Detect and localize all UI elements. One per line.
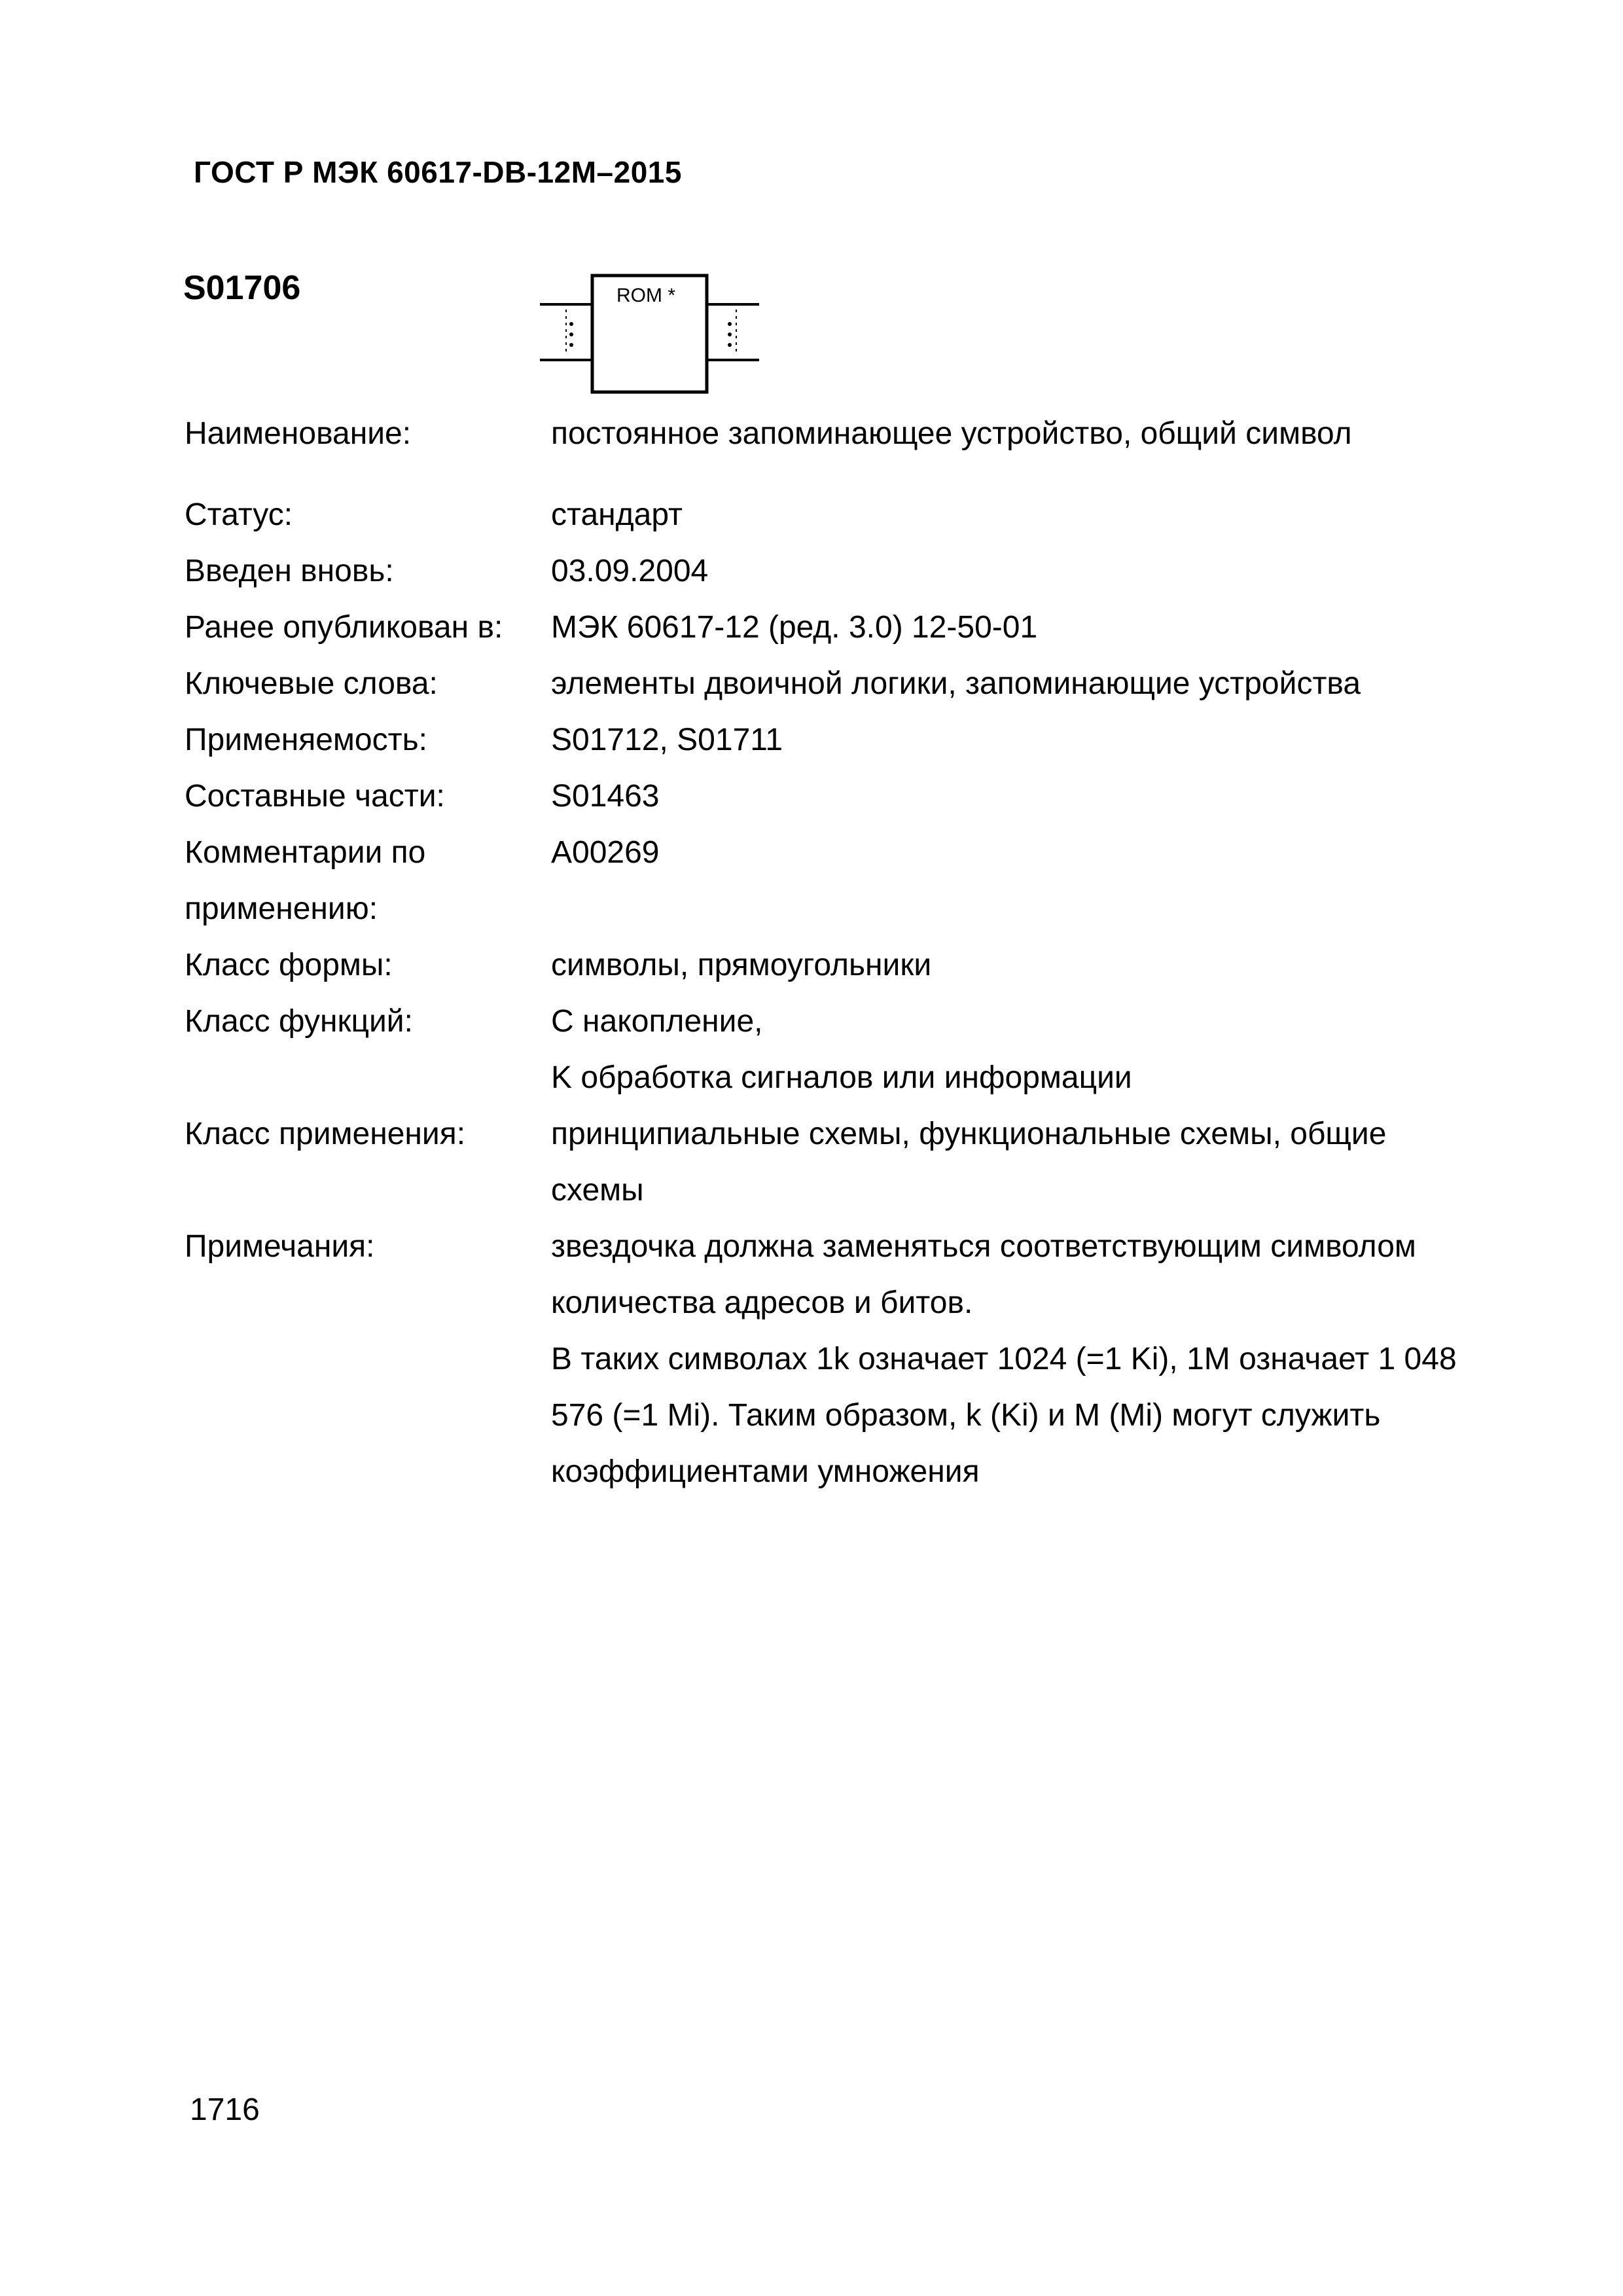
property-value [551,656,1493,712]
property-value-line: МЭК 60617-12 (ред. 3.0) 12-50-01 [551,610,1038,645]
property-label: Класс формы: [185,948,393,982]
property-row-name [185,406,1493,462]
document-header: ГОСТ Р МЭК 60617-DB-12M–2015 [194,155,682,189]
property-label: Примечания: [185,1229,375,1264]
property-label: Статус: [185,497,293,532]
rom-symbol-figure [540,272,759,396]
property-label: Ключевые слова: [185,666,438,701]
property-label: Ранее опубликован в: [185,610,503,645]
property-value-line: A00269 [551,835,660,870]
property-value [551,543,1493,600]
property-row-introduced [185,543,1493,600]
property-value [551,600,1493,656]
property-row-published [185,600,1493,656]
property-row-applicability [185,712,1493,768]
property-label: Наименование: [185,416,412,451]
property-value-line: символы, прямоугольники [551,948,932,982]
property-value [551,937,1493,994]
property-row-function-class [185,994,1493,1106]
property-value [551,1219,1487,1500]
property-value [551,768,1493,825]
property-label: Класс функций: [185,1004,413,1039]
property-row-application-class [185,1106,1493,1219]
property-value-line: стандарт [551,497,683,532]
property-value [551,712,1493,768]
property-label: Составные части: [185,779,445,814]
property-value [551,1106,1435,1219]
property-value-line: 03.09.2004 [551,554,709,588]
property-row-shape-class [185,937,1493,994]
property-row-comments [185,825,1493,937]
properties-table [185,406,1493,1500]
property-value-line: звездочка должна заменяться соответствующим символом количества адресов и битов. [551,1229,1416,1320]
property-label: Класс применения: [185,1117,466,1151]
property-row-keywords [185,656,1493,712]
property-value-line: S01463 [551,779,660,814]
property-value [551,406,1493,462]
symbol-code: S01706 [183,269,301,307]
property-row-notes [185,1219,1493,1500]
property-value-line: принципиальные схемы, функциональные схемы, общие схемы [551,1117,1387,1208]
property-value-line: постоянное запоминающее устройство, общий символ [551,416,1352,451]
property-value [551,825,1493,881]
property-label: Комментарии по применению: [185,835,426,926]
property-value-line: K обработка сигналов или информации [551,1060,1132,1095]
property-value [551,994,1493,1106]
property-value-line: C накопление, [551,1004,763,1039]
property-row-components [185,768,1493,825]
page-number: 1716 [190,2092,260,2127]
rom-label: ROM * [616,285,675,306]
property-value-line: В таких символах 1k означает 1024 (=1 Ki), 1M означает 1 048 576 (=1 Mi). Таким образом, k (Ki) и M (Mi) могут служить коэффициентами умножения [551,1342,1457,1489]
property-label: Введен вновь: [185,554,394,588]
property-value-line: элементы двоичной логики, запоминающие устройства [551,666,1361,701]
property-value-line: S01712, S01711 [551,723,783,757]
property-label: Применяемость: [185,723,427,757]
property-value [551,487,1493,543]
property-row-status [185,487,1493,543]
